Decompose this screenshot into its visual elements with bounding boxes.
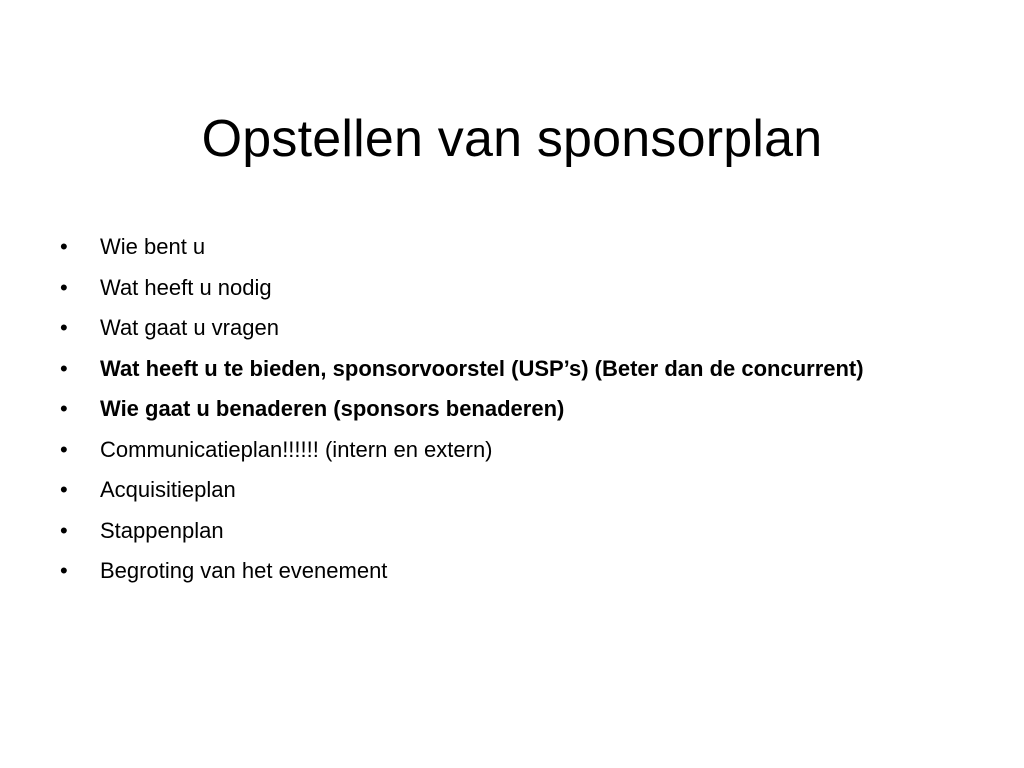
bullet-icon: • xyxy=(60,558,68,583)
bullet-item xyxy=(60,514,940,548)
bullet-icon: • xyxy=(60,517,68,543)
bullet-icon: • xyxy=(60,396,68,421)
bullet-list xyxy=(60,230,940,595)
bullet-text: Begroting van het evenement xyxy=(100,558,388,583)
bullet-text: Communicatieplan!!!!!! (intern en extern) xyxy=(100,436,493,462)
bullet-text: Stappenplan xyxy=(100,517,224,543)
bullet-item xyxy=(60,230,940,264)
bullet-item xyxy=(60,311,940,345)
bullet-icon: • xyxy=(60,436,68,462)
bullet-text: Wie bent u xyxy=(100,234,206,259)
bullet-icon: • xyxy=(60,315,68,340)
slide-title: Opstellen van sponsorplan xyxy=(201,110,823,168)
bullet-icon: • xyxy=(60,355,68,381)
bullet-icon: • xyxy=(60,477,68,502)
bullet-text: Wat heeft u nodig xyxy=(100,274,272,300)
bullet-icon: • xyxy=(60,274,68,300)
bullet-text: Acquisitieplan xyxy=(100,477,236,502)
bullet-item xyxy=(60,392,940,426)
bullet-item xyxy=(60,271,940,305)
bullet-item xyxy=(60,554,940,588)
bullet-text: Wat gaat u vragen xyxy=(100,315,279,340)
bullet-icon: • xyxy=(60,234,68,259)
bullet-item xyxy=(60,473,940,507)
bullet-item xyxy=(60,352,940,386)
bullet-item xyxy=(60,433,940,467)
bullet-text: Wat heeft u te bieden, sponsorvoorstel (USP’s) (Beter dan de concurrent) xyxy=(100,355,864,381)
bullet-text: Wie gaat u benaderen (sponsors benaderen) xyxy=(100,396,565,421)
